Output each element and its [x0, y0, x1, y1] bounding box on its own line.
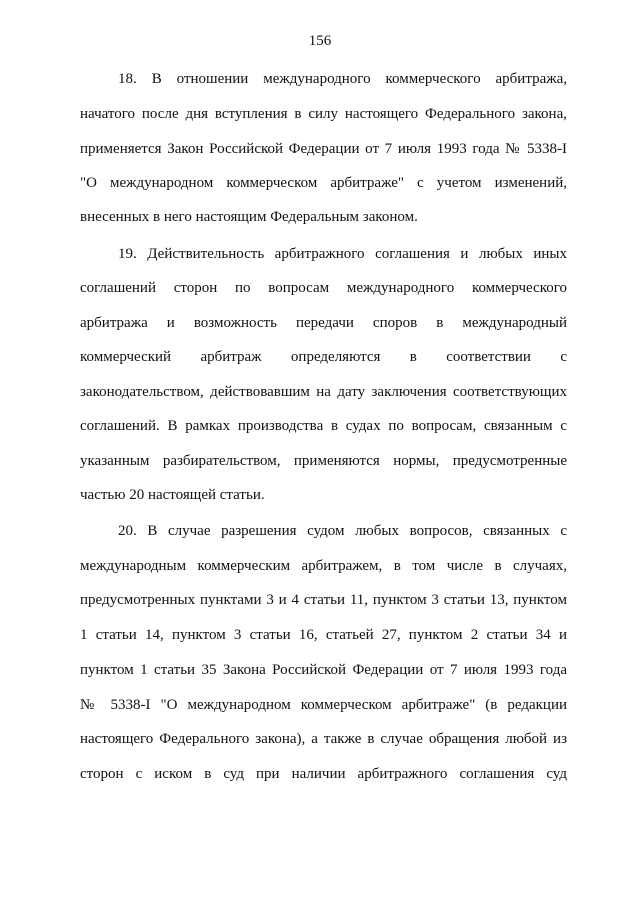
paragraph-19-line: соглашений сторон по вопросам международного коммерческого — [80, 280, 567, 296]
paragraph-20-line: № 5338-I "О международном коммерческом арбитраже" (в редакции — [80, 697, 567, 713]
paragraph-18-line: внесенных в него настоящим Федеральным законом. — [80, 209, 418, 225]
paragraph-20-line: 20. В случае разрешения судом любых вопросов, связанных с — [118, 523, 567, 539]
paragraph-19-line: соглашений. В рамках производства в судах по вопросам, связанным с — [80, 418, 567, 434]
paragraph-20-line: сторон с иском в суд при наличии арбитражного соглашения суд — [80, 766, 567, 782]
paragraph-18-line: начатого после дня вступления в силу настоящего Федерального закона, — [80, 106, 567, 122]
paragraph-20-line: международным коммерческим арбитражем, в том числе в случаях, — [80, 558, 567, 574]
page-number: 156 — [308, 33, 332, 49]
paragraph-20-line: 1 статьи 14, пунктом 3 статьи 16, статьей 27, пунктом 2 статьи 34 и — [80, 627, 567, 643]
paragraph-20-line: настоящего Федерального закона), а также в случае обращения любой из — [80, 731, 567, 747]
paragraph-19-line: 19. Действительность арбитражного соглашения и любых иных — [118, 246, 567, 262]
paragraph-19-line: арбитража и возможность передачи споров в международный — [80, 315, 567, 331]
paragraph-20-line: пунктом 1 статьи 35 Закона Российской Федерации от 7 июля 1993 года — [80, 662, 567, 678]
paragraph-19-line: указанным разбирательством, применяются нормы, предусмотренные — [80, 453, 567, 469]
paragraph-19-line: частью 20 настоящей статьи. — [80, 487, 265, 503]
paragraph-20-line: предусмотренных пунктами 3 и 4 статьи 11, пунктом 3 статьи 13, пунктом — [80, 592, 567, 608]
paragraph-19-line: законодательством, действовавшим на дату заключения соответствующих — [80, 384, 567, 400]
paragraph-18-line: применяется Закон Российской Федерации от 7 июля 1993 года № 5338-I — [80, 141, 567, 157]
paragraph-19-line: коммерческий арбитраж определяются в соответствии с — [80, 349, 567, 365]
paragraph-18-line: "О международном коммерческом арбитраже" с учетом изменений, — [80, 175, 567, 191]
paragraph-18-line: 18. В отношении международного коммерческого арбитража, — [118, 71, 567, 87]
